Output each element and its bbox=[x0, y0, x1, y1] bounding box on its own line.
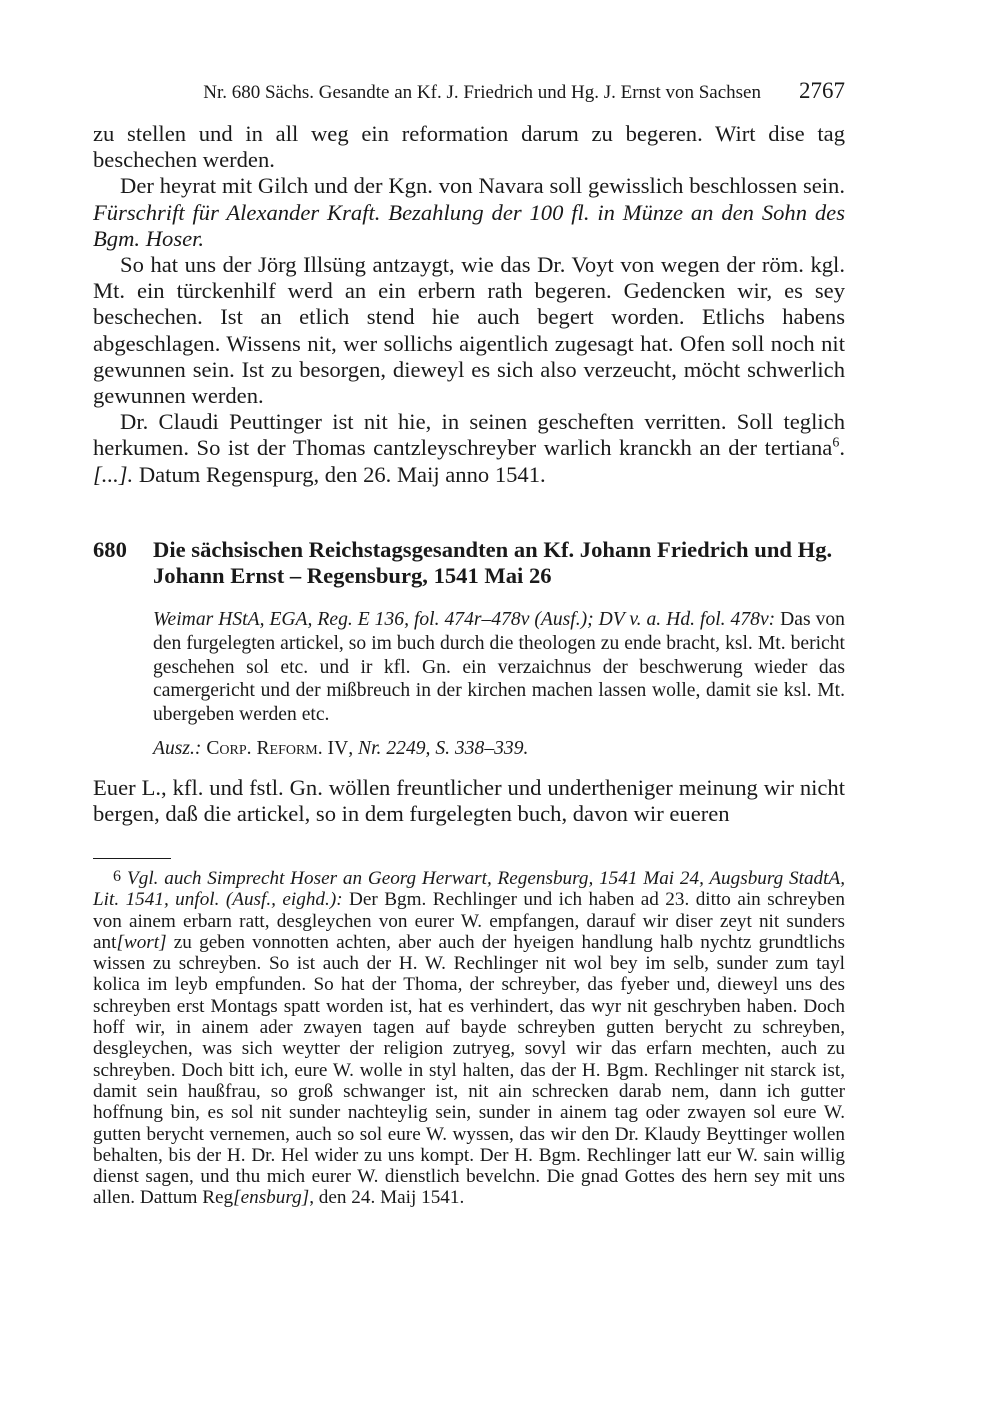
text-run: Der Bgm. Rechlinger und ich haben ad 23. ditto ain schreyben von ainem erbarn ratt, desgleychen von eurer W. empfangen, darauf wir diser zeyt nit sunders ant bbox=[93, 889, 845, 953]
paragraph: zu stellen und in all weg ein reformation darum zu begeren. Wirt dise tag beschechen werden. bbox=[93, 121, 845, 173]
document-number: 680 bbox=[93, 537, 127, 562]
footnote-number: 6 bbox=[113, 868, 121, 885]
edition-title: Corp. Reform. IV bbox=[201, 737, 349, 759]
document-heading bbox=[93, 537, 845, 589]
excerpt-reference bbox=[153, 737, 845, 761]
footnote-text bbox=[93, 866, 845, 1209]
body-text bbox=[93, 121, 845, 488]
edition-pages: , Nr. 2249, S. 338–339. bbox=[348, 737, 529, 759]
endorsement-text: Das von den furgelegten artickel, so im buch durch die theologen zu ende bracht, ksl. Mt. bericht geschehen sol etc. und ir kfl. Gn. ein verzaichnus der beschwerung wieder das camergericht und der mißbreuch in der kirchen machen lassen wolle, damit sie ksl. Mt. ubergeben werden etc. bbox=[153, 609, 845, 726]
footnote-ref[interactable]: 6 bbox=[832, 435, 840, 451]
page-number: 2767 bbox=[799, 78, 845, 103]
excerpt-label: Ausz.: bbox=[153, 737, 202, 759]
running-title: Nr. 680 Sächs. Gesandte an Kf. J. Friedrich und Hg. J. Ernst von Sachsen bbox=[203, 82, 761, 103]
document-title: Die sächsischen Reichstagsgesandten an Kf. Johann Friedrich und Hg. Johann Ernst – Regensburg, 1541 Mai 26 bbox=[153, 537, 833, 589]
paragraph: Euer L., kfl. und fstl. Gn. wöllen freuntlicher und undertheniger meinung wir nicht bergen, daß die artickel, so in dem furgelegten buch, davon wir eueren bbox=[93, 775, 845, 827]
footnote-divider bbox=[93, 858, 171, 859]
editorial-insertion: [wort] bbox=[116, 931, 167, 953]
text-run: Dr. Claudi Peuttinger ist nit hie, in seinen gescheften verritten. Soll teglich herkumen. So ist der Thomas cantzleyschreyber warlich kranckh an der tertiana bbox=[93, 409, 845, 461]
archive-reference: Weimar HStA, EGA, Reg. E 136, fol. 474r–478v (Ausf.); DV v. a. Hd. fol. 478v: bbox=[153, 609, 776, 630]
footnote-citation: Vgl. auch Simprecht Hoser an Georg Herwart, Regensburg, 1541 Mai 24, Augsburg StadtA, Lit. 1541, unfol. (Ausf., eighd.): bbox=[93, 868, 845, 911]
text-run: . bbox=[839, 435, 845, 461]
editorial-insertion: [ensburg] bbox=[233, 1187, 310, 1209]
footnote bbox=[93, 866, 845, 1209]
text-run: , den 24. Maij 1541. bbox=[309, 1187, 465, 1209]
text-run: Der heyrat mit Gilch und der Kgn. von Navara soll gewisslich beschlossen sein. bbox=[120, 173, 845, 199]
paragraph bbox=[93, 173, 845, 252]
text-run: Datum Regenspurg, den 26. Maij anno 1541. bbox=[133, 461, 546, 487]
text-run: zu geben vonnotten achten, aber auch der hyeigen handlung halb nychtz grundtlichs wissen zu schreyben. So ist auch der H. W. Rechlinger nit wol bey im selb, sunder zum tayl kolica im leyb empfunden. So hat der Thoma, der schreyber, das fyeber und, dieweyl uns des schreyben erst Montags spatt worden ist, hat es verhindert, das wyr nit geschryben haben. Doch hoff wir, in ainem ader zwayen tagen auf bayde schreyben gutten berycht zu schreyben, desgleychen, was sich weytter der religion zutryeg, sovyl wir das erfarn mechten, auch zu schreyben. Doch bitt ich, eure W. wolle in styl halten, das der H. Bgm. Rechlinger nit starck ist, damit sein haußfrau, so groß schwanger ist, nit ain schrecken darab nem, dann ich gutter hoffnung bin, es sol nit sunder nachteylig sein, sunder in ainem tag oder zwayen sol eure W. gutten berycht vernemen, auch so sol eure W. wyssen, das wir den Dr. Klaudy Beyttinger wollen behalten, bis der H. Dr. Hel wider zu uns kompt. Der H. Bgm. Rechlinger latt eur W. sain willig dienst sagen, und thu mich eurer W. dienstlich bevelchn. Die gnad Gottes des hern sey mit uns allen. Dattum Reg bbox=[93, 931, 845, 1209]
source-apparatus bbox=[153, 608, 845, 761]
letter-text bbox=[93, 775, 845, 827]
source-note bbox=[153, 608, 845, 727]
editorial-summary: Fürschrift für Alexander Kraft. Bezahlung der 100 fl. in Münze an den Sohn des Bgm. Hoser. bbox=[93, 199, 845, 251]
paragraph bbox=[93, 409, 845, 488]
paragraph: So hat uns der Jörg Illsüng antzaygt, wie das Dr. Voyt von wegen der röm. kgl. Mt. ein türckenhilf werd an ein erbern rath begeren. Gedencken wir, es sey beschechen. Ist an etlich stend hie auch begert worden. Etlichs habens abgeschlagen. Wissens nit, wer sollichs aigentlich zugesagt hat. Ofen soll noch nit gewunnen sein. Ist zu besorgen, dieweyl es sich also verzeucht, möcht schwerlich gewunnen werden. bbox=[93, 252, 845, 409]
omission-mark: [...]. bbox=[93, 461, 134, 487]
running-header bbox=[93, 78, 845, 108]
